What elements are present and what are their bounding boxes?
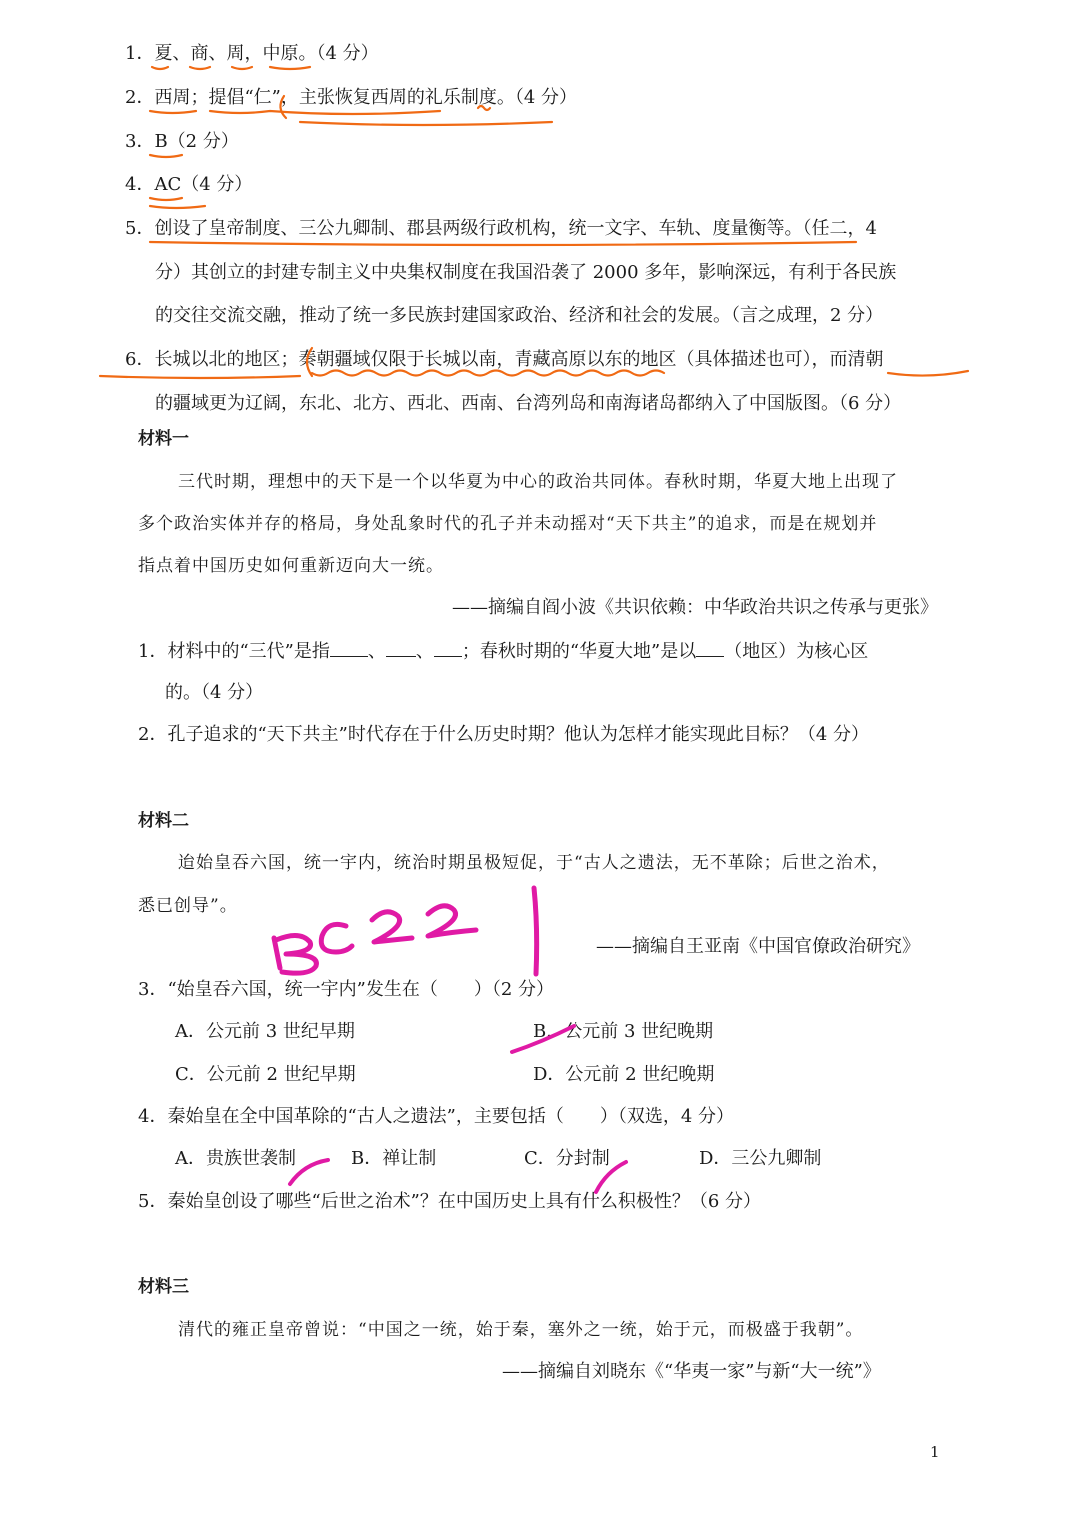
question-1-text-c: （地区）为核心区 (724, 641, 869, 662)
question-2: 2．孔子追求的“天下共主”时代存在于什么历史时期？他认为怎样才能实现此目标？（4 分） (138, 724, 870, 745)
q3-option-a: A．公元前 3 世纪早期 (175, 1021, 355, 1042)
underline-answer-5 (150, 242, 856, 245)
handwritten-c (321, 924, 352, 952)
q3-option-b: B．公元前 3 世纪晚期 (533, 1021, 714, 1042)
q3-option-d: D．公元前 2 世纪晚期 (533, 1064, 715, 1085)
handwritten-answer-bc221 (274, 888, 537, 974)
answer-6-line2: 的疆域更为辽阔，东北、北方、西北、西南、台湾列岛和南海诸岛都纳入了中国版图。（6 分） (155, 393, 902, 414)
question-1-line1 (138, 640, 868, 663)
underline-answer-4 (150, 198, 182, 200)
underline-answer-2 (210, 111, 440, 114)
answer-blank[interactable] (696, 640, 724, 657)
underline-answer-3 (150, 155, 182, 157)
answer-2: 2．西周；提倡“仁”，主张恢复西周的礼乐制度。（4 分） (125, 87, 578, 108)
material-3-source: ——摘编自刘晓东《“华夷一家”与新“大一统”》 (502, 1361, 881, 1382)
material-2-para-line1: 迨始皇吞六国，统一宇内，统治时期虽极短促，于“古人之遗法，无不革除；后世之治术， (178, 853, 890, 873)
underline-answer-6-wavy (312, 371, 664, 376)
answer-4: 4．AC（4 分） (125, 174, 253, 195)
material-3-para-line1: 清代的雍正皇帝曾说：“中国之一统，始于秦，塞外之一统，始于元，而极盛于我朝”。 (178, 1320, 864, 1340)
separator: 、 (415, 641, 434, 662)
material-1-header: 材料一 (138, 429, 189, 449)
answer-blank[interactable] (330, 640, 368, 657)
answer-blank[interactable] (386, 640, 416, 657)
handwritten-2-first (372, 912, 412, 942)
q4-option-d: D．三公九卿制 (699, 1148, 822, 1169)
question-4: 4．秦始皇在全中国革除的“古人之遗法”，主要包括（ ）（双选，4 分） (138, 1106, 735, 1127)
question-1-text-b: ；春秋时期的“华夏大地”是以 (461, 641, 697, 662)
answer-5-line1: 5．创设了皇帝制度、三公九卿制、郡县两级行政机构，统一文字、车轨、度量衡等。（任二，4 (125, 218, 877, 239)
material-1-para-line2: 多个政治实体并存的格局，身处乱象时代的孔子并未动摇对“天下共主”的追求，而是在规划并 (138, 514, 878, 534)
question-1-line2: 的。（4 分） (165, 682, 264, 703)
answer-blank[interactable] (434, 640, 462, 657)
material-3-header: 材料三 (138, 1277, 189, 1297)
underline-answer-4-second (150, 206, 205, 208)
handwritten-1 (534, 888, 537, 974)
material-2-source: ——摘编自王亚南《中国官僚政治研究》 (596, 936, 920, 957)
material-1-para-line1: 三代时期，理想中的天下是一个以华夏为中心的政治共同体。春秋时期，华夏大地上出现了 (178, 472, 898, 492)
answer-3: 3．B（2 分） (125, 131, 239, 152)
separator: 、 (367, 641, 386, 662)
handwritten-2-second (428, 906, 476, 936)
material-1-para-line3: 指点着中国历史如何重新迈向大一统。 (138, 556, 444, 576)
q4-option-b: B．禅让制 (351, 1148, 437, 1169)
underline-shang (190, 67, 210, 69)
underline-zhou (232, 67, 252, 69)
answer-1: 1．夏、商、周，中原。（4 分） (125, 43, 379, 64)
material-2-header: 材料二 (138, 811, 189, 831)
material-1-source: ——摘编自阎小波《共识依赖：中华政治共识之传承与更张》 (452, 597, 938, 618)
handwritten-b (274, 935, 316, 973)
question-1-text-a: 1．材料中的“三代”是指 (138, 641, 330, 662)
material-2-para-line2: 悉已创导”。 (138, 896, 238, 916)
q4-option-c: C．分封制 (524, 1148, 610, 1169)
q4-option-a: A．贵族世袭制 (175, 1148, 296, 1169)
page-number: 1 (930, 1443, 940, 1461)
underline-xia (152, 67, 168, 69)
underline-answer-6-long (100, 376, 300, 378)
underline-xizhou (150, 111, 196, 113)
question-3: 3．“始皇吞六国，统一宇内”发生在（ ）（2 分） (138, 979, 555, 1000)
answer-6-line1: 6．长城以北的地区；秦朝疆域仅限于长城以南，青藏高原以东的地区（具体描述也可），而清朝 (125, 349, 884, 370)
underline-qingchao (888, 371, 968, 376)
underline-zhongyuan (270, 67, 310, 69)
underline-answer-2-second (300, 122, 552, 125)
answer-5-line3: 的交往交流交融，推动了统一多民族封建国家政治、经济和社会的发展。（言之成理，2 分） (155, 305, 884, 326)
question-5: 5．秦始皇创设了哪些“后世之治术”？在中国历史上具有什么积极性？（6 分） (138, 1191, 762, 1212)
answer-5-line2: 分）其创立的封建专制主义中央集权制度在我国沿袭了 2000 多年，影响深远，有利于各民族 (155, 262, 897, 283)
q3-option-c: C．公元前 2 世纪早期 (175, 1064, 356, 1085)
